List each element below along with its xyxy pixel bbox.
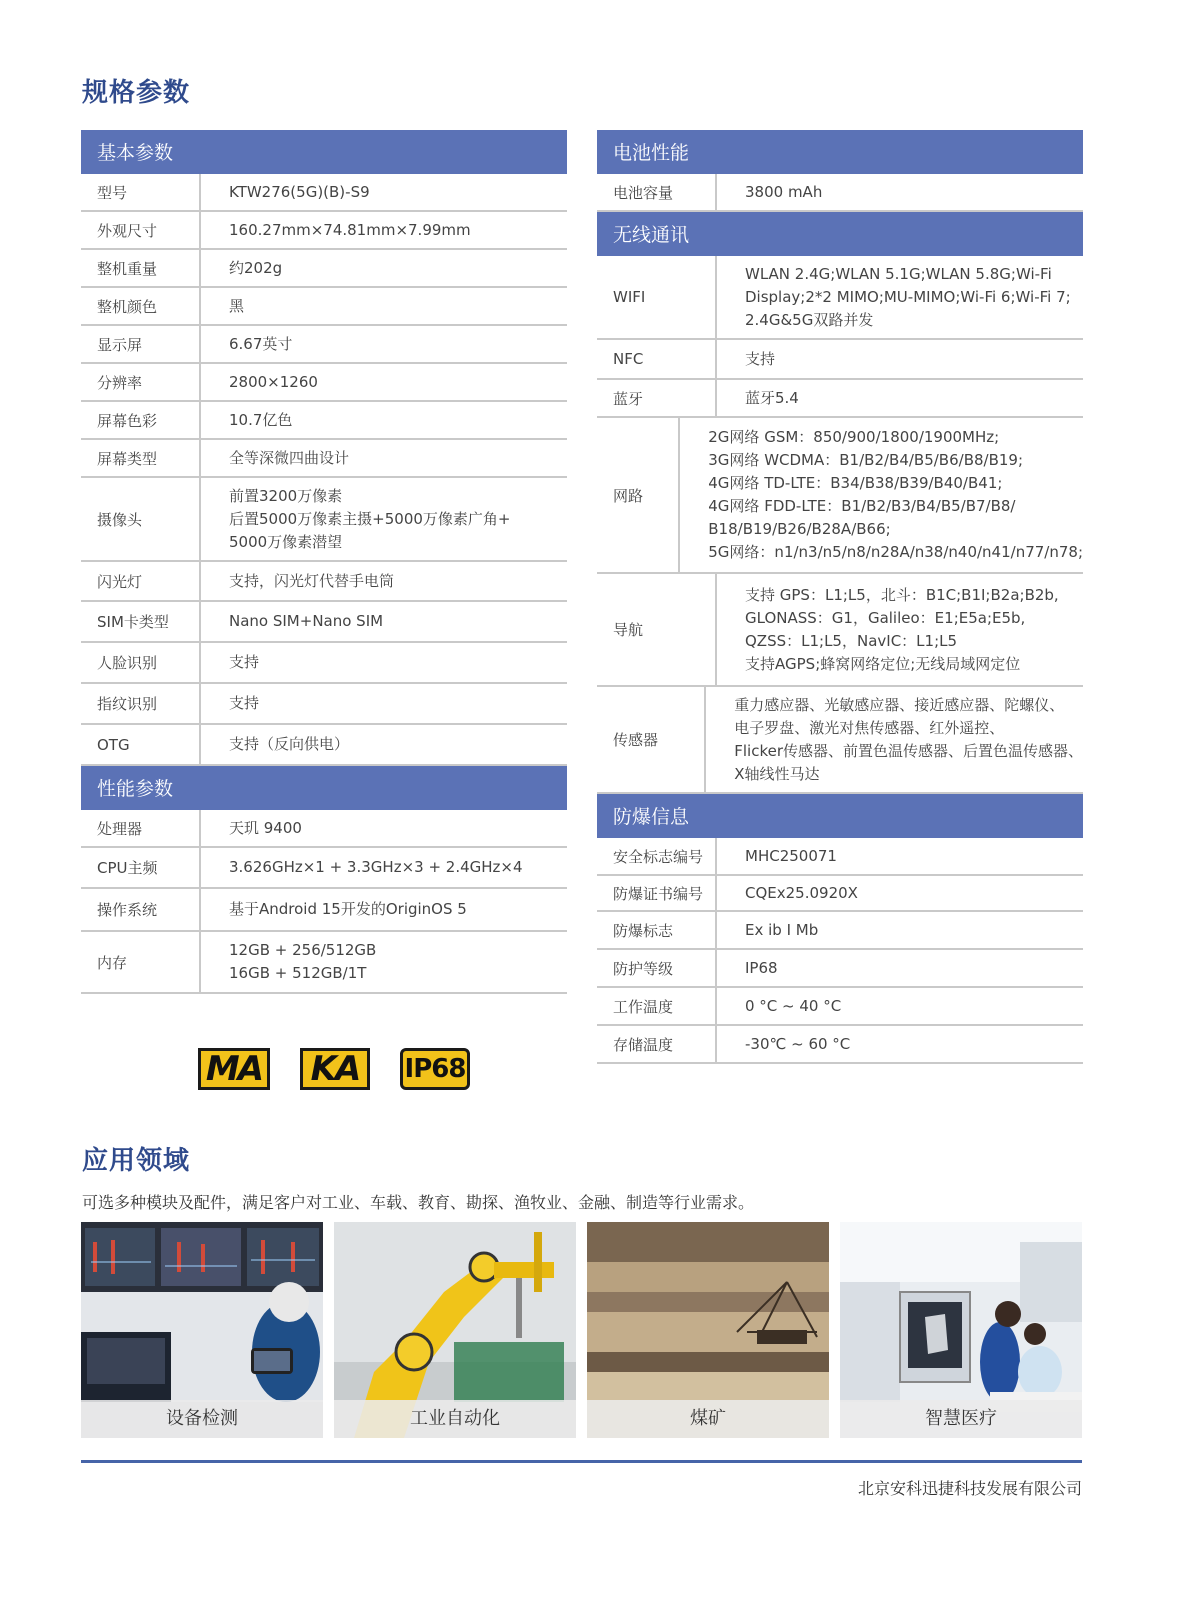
spec-value-line: 支持 xyxy=(229,694,260,712)
spec-value-line: 前置3200万像素 xyxy=(229,486,343,505)
spec-value-line: 约202g xyxy=(229,258,283,277)
spec-label: 整机重量 xyxy=(81,250,201,286)
application-tiles xyxy=(81,1222,1082,1438)
spec-label: 人脸识别 xyxy=(81,643,201,682)
spec-value-line: QZSS：L1;L5，NavIC：L1;L5 xyxy=(745,631,958,650)
spec-value xyxy=(201,402,567,438)
battery-rows xyxy=(597,174,1083,212)
tile-caption: 工业自动化 xyxy=(334,1400,576,1438)
spec-value xyxy=(717,838,1083,874)
tile-equipment-inspection xyxy=(81,1222,323,1438)
spec-row xyxy=(81,848,567,889)
spec-value xyxy=(201,848,567,887)
section-wireless-title: 无线通讯 xyxy=(597,212,1083,256)
page-title: 规格参数 xyxy=(82,78,191,108)
spec-label: 外观尺寸 xyxy=(81,212,201,248)
section-explosion-title: 防爆信息 xyxy=(597,794,1083,838)
spec-label: 防爆标志 xyxy=(597,912,717,948)
spec-label: 防护等级 xyxy=(597,950,717,986)
spec-row xyxy=(597,380,1083,418)
spec-row xyxy=(81,643,567,684)
spec-row xyxy=(597,256,1083,340)
spec-label: 蓝牙 xyxy=(597,380,717,416)
spec-label: 电池容量 xyxy=(597,174,717,210)
spec-label: NFC xyxy=(597,340,717,378)
spec-row xyxy=(597,340,1083,380)
spec-value-line: 2800×1260 xyxy=(229,372,318,391)
section-basic-title: 基本参数 xyxy=(81,130,567,174)
spec-label: 屏幕类型 xyxy=(81,440,201,476)
spec-value-line: B18/B19/B26/B28A/B66; xyxy=(708,520,891,538)
ka-logo: KA xyxy=(300,1048,370,1090)
wireless-rows xyxy=(597,256,1083,794)
spec-value xyxy=(717,876,1083,910)
spec-value-line: 3G网络 WCDMA：B1/B2/B4/B5/B6/B8/B19; xyxy=(708,451,1024,469)
spec-value-line: 5G网络：n1/n3/n5/n8/n28A/n38/n40/n41/n77/n78; xyxy=(708,543,1083,561)
spec-value-line: 10.7亿色 xyxy=(229,410,293,429)
spec-label: SIM卡类型 xyxy=(81,602,201,641)
spec-value-line: 基于Android 15开发的OriginOS 5 xyxy=(229,900,467,918)
spec-value-line: 5000万像素潜望 xyxy=(229,532,343,551)
spec-value-line: -30℃ ~ 60 °C xyxy=(745,1034,851,1053)
spec-value-line: 4G网络 TD-LTE：B34/B38/B39/B40/B41; xyxy=(708,474,1003,492)
spec-label: WIFI xyxy=(597,256,717,338)
footer-divider xyxy=(81,1460,1082,1463)
spec-label: CPU主频 xyxy=(81,848,201,887)
spec-value-line: 支持 GPS：L1;L5，北斗：B1C;B1I;B2a;B2b, xyxy=(745,585,1059,604)
spec-row xyxy=(81,684,567,725)
spec-label: 导航 xyxy=(597,574,717,685)
tile-caption: 煤矿 xyxy=(587,1400,829,1438)
spec-label: OTG xyxy=(81,725,201,764)
right-spec-column xyxy=(597,130,1083,1064)
spec-value-line: 支持（反向供电） xyxy=(229,735,350,753)
spec-row xyxy=(597,174,1083,212)
spec-value xyxy=(201,326,567,362)
spec-row xyxy=(597,418,1083,574)
spec-row xyxy=(81,364,567,402)
spec-value xyxy=(680,418,1083,572)
spec-row xyxy=(81,250,567,288)
spec-value-line: 电子罗盘、激光对焦传感器、红外遥控、 xyxy=(734,718,1005,737)
spec-value-line: Nano SIM+Nano SIM xyxy=(229,612,384,630)
spec-row xyxy=(597,876,1083,912)
explosion-rows xyxy=(597,838,1083,1064)
spec-value-line: CQEx25.0920X xyxy=(745,883,858,902)
spec-value xyxy=(201,364,567,400)
spec-value xyxy=(201,174,567,210)
left-spec-column xyxy=(81,130,567,994)
spec-value xyxy=(201,684,567,723)
spec-label: 操作系统 xyxy=(81,889,201,930)
spec-value xyxy=(201,725,567,764)
spec-label: 型号 xyxy=(81,174,201,210)
spec-label: 传感器 xyxy=(597,687,706,792)
spec-value-line: MHC250071 xyxy=(745,846,837,865)
spec-value xyxy=(717,1026,1083,1062)
spec-value xyxy=(201,288,567,324)
spec-value-line: GLONASS：G1，Galileo：E1;E5a;E5b, xyxy=(745,608,1026,627)
spec-label: 闪光灯 xyxy=(81,562,201,600)
tile-caption: 设备检测 xyxy=(81,1400,323,1438)
spec-label: 网路 xyxy=(597,418,680,572)
spec-value-line: 3.626GHz×1 + 3.3GHz×3 + 2.4GHz×4 xyxy=(229,858,523,876)
spec-value-line: Display;2*2 MIMO;MU-MIMO;Wi-Fi 6;Wi-Fi 7; xyxy=(745,287,1071,306)
spec-label: 分辨率 xyxy=(81,364,201,400)
spec-row xyxy=(81,562,567,602)
spec-row xyxy=(81,440,567,478)
spec-row xyxy=(81,174,567,212)
spec-value-line: 全等深微四曲设计 xyxy=(229,448,350,467)
spec-value xyxy=(717,988,1083,1024)
spec-value-line: 6.67英寸 xyxy=(229,334,293,353)
spec-value xyxy=(201,810,567,846)
spec-row xyxy=(81,288,567,326)
spec-value-line: 16GB + 512GB/1T xyxy=(229,964,367,982)
application-title: 应用领域 xyxy=(82,1146,191,1176)
spec-label: 指纹识别 xyxy=(81,684,201,723)
spec-row xyxy=(81,326,567,364)
spec-label: 安全标志编号 xyxy=(597,838,717,874)
tile-coal-mine xyxy=(587,1222,829,1438)
spec-row xyxy=(597,574,1083,687)
spec-value xyxy=(201,932,567,992)
spec-row xyxy=(597,1026,1083,1064)
spec-row xyxy=(81,478,567,562)
spec-value-line: Flicker传感器、前置色温传感器、后置色温传感器、 xyxy=(734,741,1083,760)
spec-value xyxy=(201,889,567,930)
spec-value-line: 支持，闪光灯代替手电筒 xyxy=(229,571,395,590)
spec-label: 存储温度 xyxy=(597,1026,717,1062)
company-name: 北京安科迅捷科技发展有限公司 xyxy=(857,1479,1082,1498)
spec-label: 屏幕色彩 xyxy=(81,402,201,438)
spec-value-line: Ex ib I Mb xyxy=(745,920,819,939)
spec-row xyxy=(81,725,567,766)
spec-value xyxy=(717,950,1083,986)
spec-label: 整机颜色 xyxy=(81,288,201,324)
tile-industrial-automation xyxy=(334,1222,576,1438)
spec-row xyxy=(81,889,567,932)
ip68-logo: IP68 xyxy=(400,1048,470,1090)
spec-value-line: 4G网络 FDD-LTE：B1/B2/B3/B4/B5/B7/B8/ xyxy=(708,497,1016,515)
section-battery-title: 电池性能 xyxy=(597,130,1083,174)
spec-value-line: 重力感应器、光敏感应器、接近感应器、陀螺仪、 xyxy=(734,695,1065,714)
spec-value xyxy=(717,340,1083,378)
tile-caption: 智慧医疗 xyxy=(840,1400,1082,1438)
spec-value-line: 12GB + 256/512GB xyxy=(229,941,377,959)
application-description: 可选多种模块及配件，满足客户对工业、车载、教育、勘探、渔牧业、金融、制造等行业需求。 xyxy=(82,1193,755,1212)
spec-row xyxy=(597,838,1083,876)
spec-value xyxy=(201,562,567,600)
certification-logos xyxy=(198,1048,470,1090)
spec-value xyxy=(201,212,567,248)
spec-row xyxy=(81,402,567,440)
spec-value xyxy=(717,912,1083,948)
spec-value-line: WLAN 2.4G;WLAN 5.1G;WLAN 5.8G;Wi-Fi xyxy=(745,264,1052,283)
spec-row xyxy=(597,988,1083,1026)
spec-value-line: X轴线性马达 xyxy=(734,764,820,783)
spec-value-line: 天玑 9400 xyxy=(229,818,302,837)
spec-value xyxy=(201,478,567,560)
section-performance-title: 性能参数 xyxy=(81,766,567,810)
spec-value-line: 支持 xyxy=(745,349,776,368)
spec-value xyxy=(706,687,1083,792)
spec-value-line: 支持AGPS;蜂窝网络定位;无线局域网定位 xyxy=(745,654,1021,673)
spec-value-line: IP68 xyxy=(745,958,778,977)
spec-row xyxy=(597,687,1083,794)
spec-value xyxy=(717,380,1083,416)
spec-label: 工作温度 xyxy=(597,988,717,1024)
spec-value-line: 后置5000万像素主摄+5000万像素广角+ xyxy=(229,509,511,528)
spec-row xyxy=(81,932,567,994)
spec-value-line: 黑 xyxy=(229,296,245,315)
spec-value xyxy=(201,643,567,682)
performance-rows xyxy=(81,810,567,994)
spec-row xyxy=(597,950,1083,988)
spec-row xyxy=(81,810,567,848)
spec-label: 内存 xyxy=(81,932,201,992)
spec-row xyxy=(597,912,1083,950)
spec-value xyxy=(201,602,567,641)
spec-label: 防爆证书编号 xyxy=(597,876,717,910)
spec-value xyxy=(717,574,1083,685)
spec-value xyxy=(717,174,1083,210)
spec-label: 显示屏 xyxy=(81,326,201,362)
spec-value-line: 2G网络 GSM：850/900/1800/1900MHz; xyxy=(708,428,1000,446)
tile-smart-medical xyxy=(840,1222,1082,1438)
spec-label: 摄像头 xyxy=(81,478,201,560)
spec-label: 处理器 xyxy=(81,810,201,846)
spec-row xyxy=(81,602,567,643)
spec-value-line: 蓝牙5.4 xyxy=(745,388,799,407)
spec-value xyxy=(201,250,567,286)
spec-value-line: 3800 mAh xyxy=(745,182,823,201)
spec-row xyxy=(81,212,567,250)
spec-value-line: 2.4G&5G双路并发 xyxy=(745,310,874,329)
spec-value-line: KTW276(5G)(B)-S9 xyxy=(229,182,370,201)
spec-value-line: 支持 xyxy=(229,653,260,671)
basic-rows xyxy=(81,174,567,766)
ma-logo: MA xyxy=(198,1048,270,1090)
spec-value-line: 160.27mm×74.81mm×7.99mm xyxy=(229,220,471,239)
spec-value-line: 0 °C ~ 40 °C xyxy=(745,996,842,1015)
spec-value xyxy=(201,440,567,476)
spec-value xyxy=(717,256,1083,338)
